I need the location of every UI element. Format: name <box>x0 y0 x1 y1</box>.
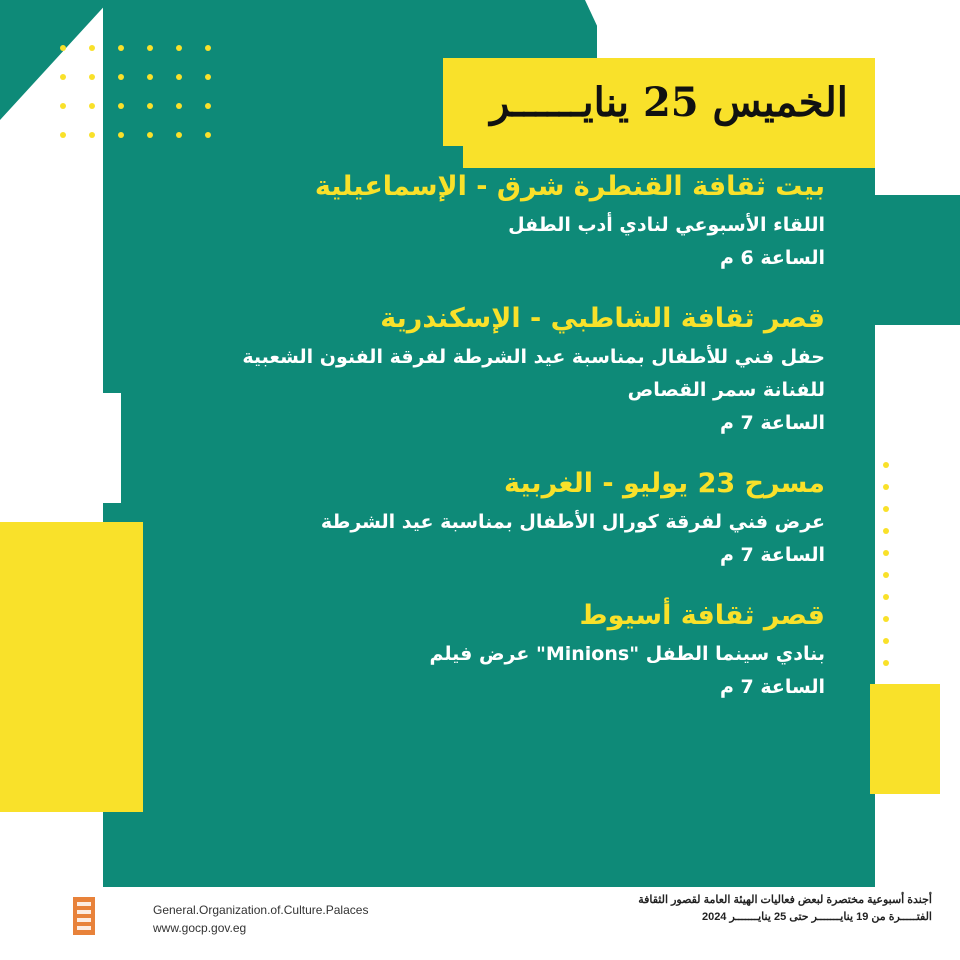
teal-right-strip <box>875 195 960 325</box>
website-link[interactable]: www.gocp.gov.eg <box>153 921 247 935</box>
decorative-dot <box>883 506 889 512</box>
decorative-dot <box>883 484 889 490</box>
event-description: عرض فني لفرقة كورال الأطفال بمناسبة عيد الشرطة <box>320 511 825 533</box>
event-time: الساعة 7 م <box>719 412 825 434</box>
decorative-dot <box>176 132 182 138</box>
event-item <box>125 297 825 440</box>
decorative-dot <box>89 74 95 80</box>
decorative-dot <box>118 103 124 109</box>
decorative-dot <box>205 132 211 138</box>
decorative-dot <box>147 103 153 109</box>
event-time: الساعة 7 م <box>719 544 825 566</box>
decorative-dot <box>147 132 153 138</box>
decorative-dot <box>60 74 66 80</box>
date-title: الخميس 25 ينايــــــر <box>490 78 848 126</box>
decorative-dot <box>89 103 95 109</box>
decorative-dot <box>118 74 124 80</box>
decorative-dot <box>883 616 889 622</box>
event-description: للفنانة سمر القصاص <box>627 379 825 401</box>
event-description: حفل فني للأطفال بمناسبة عيد الشرطة لفرقة الفنون الشعبية <box>242 346 825 368</box>
org-name: General.Organization.of.Culture.Palaces <box>153 903 369 917</box>
event-description: اللقاء الأسبوعي لنادي أدب الطفل <box>508 214 825 236</box>
agenda-title: أجندة أسبوعية مختصرة لبعض فعاليات الهيئة العامة لقصور الثقافة <box>638 894 932 906</box>
event-list <box>125 165 825 726</box>
decorative-dot <box>60 103 66 109</box>
decorative-dot <box>89 132 95 138</box>
decorative-dot <box>176 74 182 80</box>
date-header <box>443 58 875 146</box>
event-time: الساعة 7 م <box>719 676 825 698</box>
event-item <box>125 594 825 704</box>
decorative-dots-top <box>60 45 211 138</box>
decorative-dot <box>883 572 889 578</box>
decorative-dot <box>147 74 153 80</box>
decorative-dot <box>176 45 182 51</box>
decorative-dot <box>205 45 211 51</box>
decorative-dot <box>60 132 66 138</box>
yellow-left-block <box>0 522 143 812</box>
decorative-dot <box>118 132 124 138</box>
white-top-diagonal <box>585 0 613 60</box>
footer-agenda <box>638 892 932 926</box>
event-venue: قصر ثقافة الشاطبي - الإسكندرية <box>380 303 825 334</box>
event-venue: قصر ثقافة أسيوط <box>579 600 825 631</box>
decorative-dot <box>883 550 889 556</box>
event-time: الساعة 6 م <box>719 247 825 269</box>
decorative-dot <box>883 594 889 600</box>
decorative-dots-right <box>883 462 889 666</box>
decorative-dot <box>176 103 182 109</box>
decorative-dot <box>89 45 95 51</box>
event-venue: بيت ثقافة القنطرة شرق - الإسماعيلية <box>314 171 825 202</box>
event-venue: مسرح 23 يوليو - الغربية <box>504 468 825 499</box>
decorative-dot <box>205 103 211 109</box>
decorative-dot <box>883 462 889 468</box>
footer-organization <box>153 901 368 937</box>
agenda-period: الفتـــــرة من 19 ينايـــــــر حتى 25 ينايـــــــر 2024 <box>701 911 932 923</box>
gocp-logo-icon <box>73 897 95 935</box>
decorative-dot <box>883 638 889 644</box>
white-right-band <box>875 0 960 195</box>
white-left-notch <box>103 393 121 503</box>
yellow-right-block <box>870 684 940 794</box>
event-item <box>125 462 825 572</box>
event-description: بنادي سينما الطفل "Minions" عرض فيلم <box>429 643 825 665</box>
decorative-dot <box>883 528 889 534</box>
decorative-dot <box>60 45 66 51</box>
decorative-dot <box>205 74 211 80</box>
event-item <box>125 165 825 275</box>
decorative-dot <box>883 660 889 666</box>
decorative-dot <box>147 45 153 51</box>
decorative-dot <box>118 45 124 51</box>
